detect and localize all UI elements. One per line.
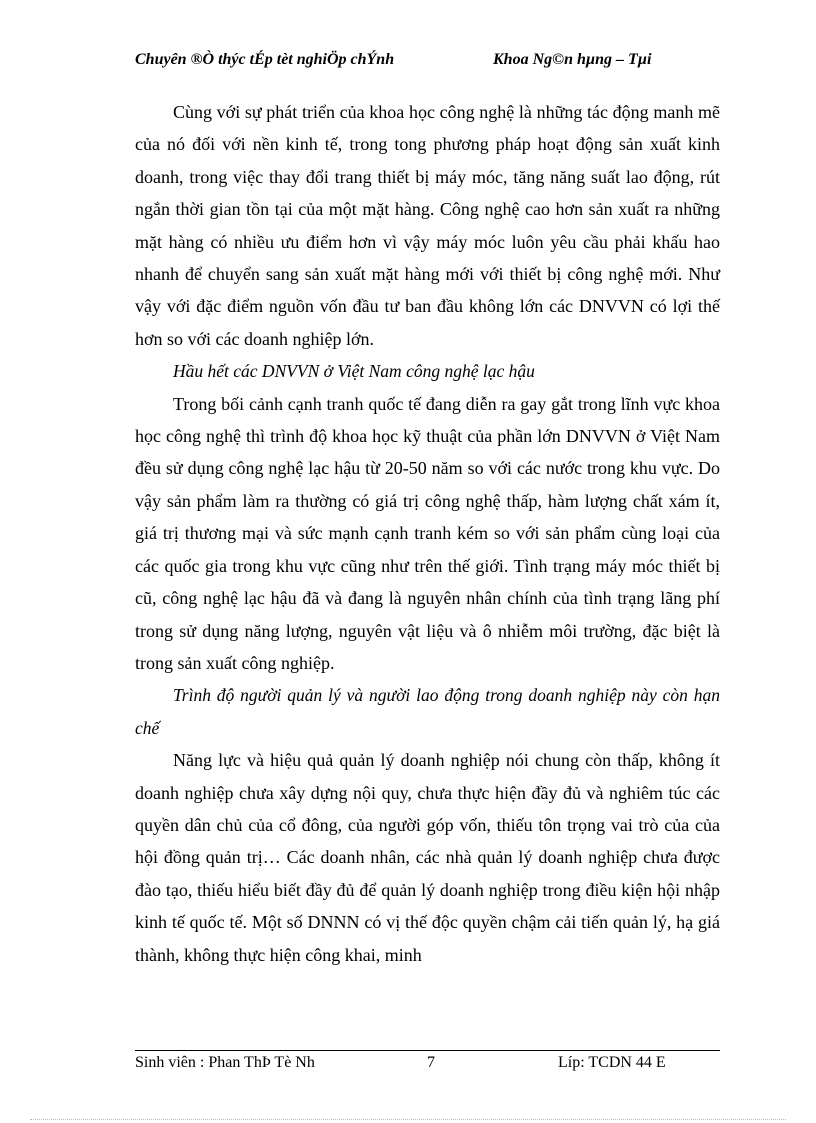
footer-student-name: Sinh viên : Phan ThÞ Tè Nh — [135, 1054, 315, 1071]
paragraph-2: Trong bối cảnh cạnh tranh quốc tế đang diễn ra gay gắt trong lĩnh vực khoa học công nghệ thì trình độ khoa học kỹ thuật của phần lớn DNVVN ở Việt Nam đều sử dụng công nghệ lạc hậu từ 20-50 năm so với các nước trong khu vực. Do vậy sản phẩm làm ra thường có giá trị công nghệ thấp, hàm lượng chất xám ít, giá trị thương mại và sức mạnh cạnh tranh kém so với sản phẩm cùng loại của các quốc gia trong khu vực cũng như trên thế giới. Tình trạng máy móc thiết bị cũ, công nghệ lạc hậu đã và đang là nguyên nhân chính của tình trạng lãng phí trong sử dụng năng lượng, nguyên vật liệu và ô nhiễm môi trường, đặc biệt là trong sản xuất công nghiệp. — [135, 393, 720, 673]
paragraph-1: Cùng với sự phát triển của khoa học công nghệ là những tác động manh mẽ của nó đối với nền kinh tế, trong tong phương pháp hoạt động sản xuất kinh doanh, trong việc thay đổi trang thiết bị máy móc, tăng năng suất lao động, rút ngắn thời gian tồn tại của một mặt hàng. Công nghệ cao hơn sản xuất ra những mặt hàng có nhiều ưu điểm hơn vì vậy máy móc luôn yêu cầu phải khấu hao nhanh để chuyển sang sản xuất mặt hàng mới với thiết bị công nghệ mới. Như vậy với đặc điểm nguồn vốn đầu tư ban đầu không lớn các DNVVN có lợi thế hơn so với các doanh nghiệp lớn. — [135, 102, 720, 349]
page-bottom-divider — [30, 1119, 786, 1120]
footer-class-label: Líp: TCDN 44 E — [558, 1054, 666, 1071]
page-header — [135, 50, 695, 92]
header-left-title: Chuyên ®Ò thýc tÉp tèt nghiÖp chÝnh — [135, 51, 395, 68]
page-footer — [135, 1050, 720, 1081]
subheading-technology: Hầu hết các DNVVN ở Việt Nam công nghệ lạc hậu — [173, 361, 535, 382]
header-right-title: Khoa Ng©n hµng – Tµi — [493, 51, 652, 68]
subheading-management: Trình độ người quản lý và người lao động trong doanh nghiệp này còn hạn chế — [135, 685, 720, 738]
page-number: 7 — [427, 1054, 435, 1071]
document-body — [135, 96, 720, 971]
paragraph-3: Năng lực và hiệu quả quản lý doanh nghiệp nói chung còn thấp, không ít doanh nghiệp chưa xây dựng nội quy, chưa thực hiện đầy đủ và nghiêm túc các quyền dân chủ của cổ đông, của người góp vốn, thiếu tôn trọng vai trò của của hội đồng quản trị… Các doanh nhân, các nhà quản lý doanh nghiệp chưa được đào tạo, thiếu hiểu biết đầy đủ để quản lý doanh nghiệp trong điều kiện hội nhập kinh tế quốc tế. Một số DNNN có vị thế độc quyền chậm cải tiến quản lý, hạ giá thành, không thực hiện công khai, minh — [135, 750, 720, 965]
